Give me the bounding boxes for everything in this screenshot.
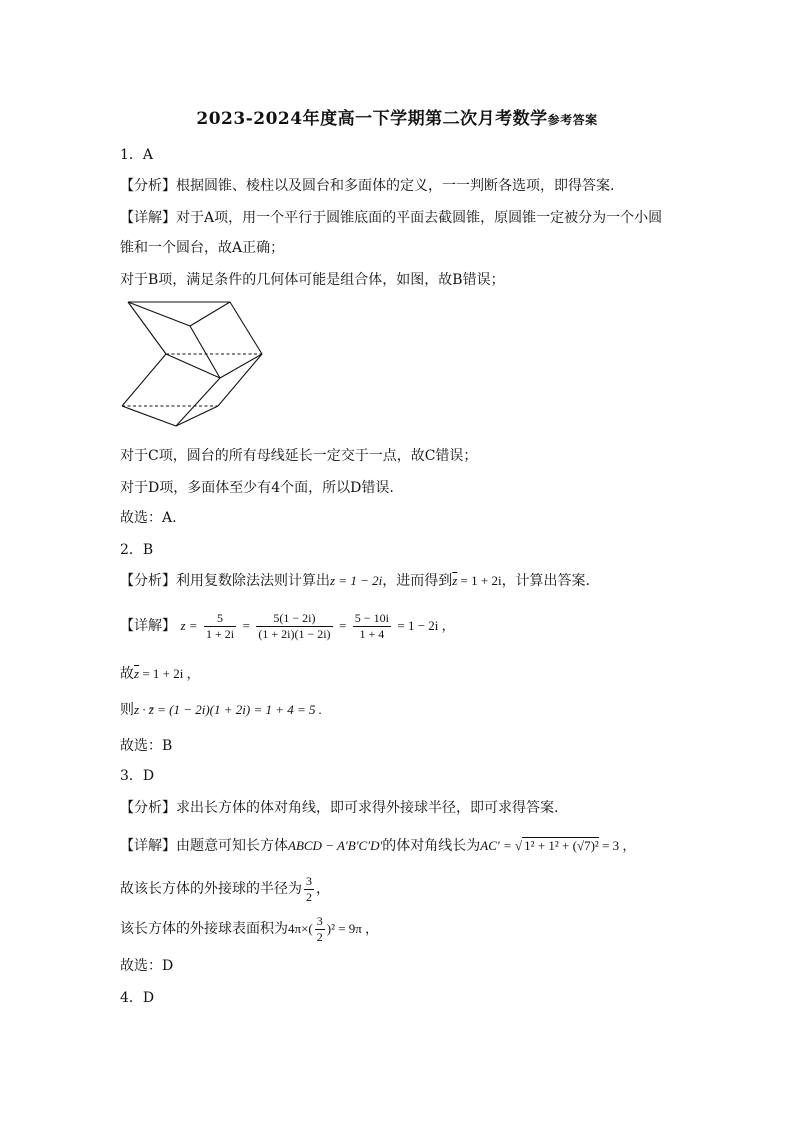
fig-edge (190, 326, 220, 378)
area-expr-b: )² = 9π ， (326, 921, 379, 936)
fraction-numerator: 3 (306, 873, 312, 888)
fig-edge (176, 406, 218, 426)
q2-number: 2．B (120, 542, 154, 558)
fig-edge (218, 354, 262, 406)
z-conjugate-symbol: $\overline{z}$ (452, 573, 458, 588)
q4-number: 4．D (120, 990, 155, 1006)
q2-conjugate (120, 664, 200, 684)
fraction-1 (204, 611, 236, 642)
q1-b-item: 对于B项，满足条件的几何体可能是组合体，如图，故B错误； (120, 272, 505, 288)
product-expression: z · z̄ = (1 − 2i)(1 + 2i) = 1 + 4 = 5 . (134, 702, 323, 717)
q3-detail-pre: 由题意可知长方体 (176, 838, 288, 854)
fraction-numerator: 5(1 − 2i) (256, 611, 332, 627)
fig-edge (166, 354, 220, 378)
q2-analysis-mid: ，进而得到 (382, 573, 453, 589)
diag-radicand: 1² + 1² + (√7)² (524, 838, 599, 853)
area-expr-a: 4π×( (288, 921, 313, 936)
z-conjugate-symbol: $\overline{z}$ (134, 666, 140, 681)
page-title (0, 104, 794, 129)
fraction-2 (256, 611, 332, 642)
q1-analysis (120, 176, 614, 196)
fraction-denominator: (1 + 2i)(1 − 2i) (258, 626, 331, 641)
detail-tag: 【详解】 (120, 210, 176, 226)
q3-detail: 【详解】由题意可知长方体ABCD − A′B′C′D′的体对角线长为AC′ = √ 1² + 1² + (√7)² = 3 ， (120, 838, 636, 854)
q2-analysis-post: ，计算出答案. (501, 573, 591, 589)
fig-edge (122, 406, 176, 426)
q1-number: 1．A (120, 147, 154, 163)
fraction-denominator: 1 + 2i (206, 626, 235, 641)
q3-detail-mid: 的体对角线长为 (382, 838, 481, 854)
title-suffix: 参考答案 (547, 113, 598, 127)
fig-edge (176, 378, 220, 426)
fraction-denominator: 1 + 4 (359, 626, 385, 641)
composite-solid-figure (118, 298, 268, 430)
q3-number: 3．D (120, 768, 155, 784)
q3-analysis (120, 798, 558, 818)
q2-choice: 故选：B (120, 738, 173, 754)
fig-edge (122, 354, 166, 406)
z-expression: z = 1 − 2i (330, 573, 383, 588)
fig-edge (230, 302, 262, 354)
q3-choice: 故选：D (120, 958, 174, 974)
q1-d-item: 对于D项，多面体至少有4个面，所以D错误. (120, 480, 394, 496)
fraction-numerator: 5 − 10i (354, 610, 389, 625)
fraction-numerator: 3 (316, 913, 323, 928)
area-text: 该长方体的外接球表面积为 (120, 921, 288, 937)
eq-lhs: z = (180, 618, 198, 633)
q3-radius (120, 872, 330, 906)
zbar-value: = 1 + 2i ， (142, 666, 200, 681)
q1-detail-line1 (120, 208, 662, 228)
eq-tail: = 1 − 2i ， (397, 618, 455, 633)
fraction-denominator: 2 (316, 929, 323, 944)
area-fraction (315, 914, 325, 945)
q2-product (120, 700, 322, 720)
detail-tag: 【详解】 (120, 838, 176, 854)
q1-choice: 故选：A. (120, 510, 177, 526)
radius-text: 故该长方体的外接球的半径为 (120, 881, 302, 897)
q3-area (120, 912, 378, 946)
q2-analysis-pre: 利用复数除法法则计算出 (176, 573, 330, 589)
radius-post: ， (316, 881, 330, 897)
solid-name: ABCD − A′B′C′D′ (288, 838, 383, 853)
q3-analysis-text: 求出长方体的体对角线，即可求得外接球半径，即可求得答案. (176, 800, 559, 816)
q2-analysis (120, 571, 590, 591)
radius-fraction (304, 874, 314, 905)
fraction-denominator: 2 (306, 889, 312, 904)
q2-detail: 【详解】 z = $\frac{5}{1 + 2i}$ = $\frac{5(1 - 2i)}{(1 + 2i)(1 - 2i)}$ = $\frac{5 - 10i}{1 + 4}$ = 1 − 2i ， (120, 610, 455, 641)
gu-word: 故 (120, 666, 134, 682)
detail-tag: 【详解】 (120, 618, 176, 634)
fraction-numerator: 5 (204, 611, 236, 627)
diag-lhs: AC′ = (480, 838, 516, 853)
q1-detail-text: 对于A项，用一个平行于圆锥底面的平面去截圆锥，原圆锥一定被分为一个小圆 (176, 210, 663, 226)
q1-c-item: 对于C项，圆台的所有母线延长一定交于一点，故C错误； (120, 448, 478, 464)
title-main: 2023-2024年度高一下学期第二次月考数学 (196, 109, 548, 129)
fig-edge (190, 302, 230, 326)
ze-word: 则 (120, 702, 134, 718)
fraction-3 (353, 611, 391, 642)
q1-analysis-text: 根据圆锥、棱柱以及圆台和多面体的定义，一一判断各选项，即得答案. (176, 178, 615, 194)
analysis-tag: 【分析】 (120, 800, 176, 816)
analysis-tag: 【分析】 (120, 178, 176, 194)
diag-rhs: = 3 ， (598, 838, 636, 853)
fig-edge (220, 354, 262, 378)
zbar-value: = 1 + 2i (460, 573, 502, 588)
q1-detail-line2: 锥和一个圆台，故A正确； (120, 240, 285, 256)
analysis-tag: 【分析】 (120, 573, 176, 589)
